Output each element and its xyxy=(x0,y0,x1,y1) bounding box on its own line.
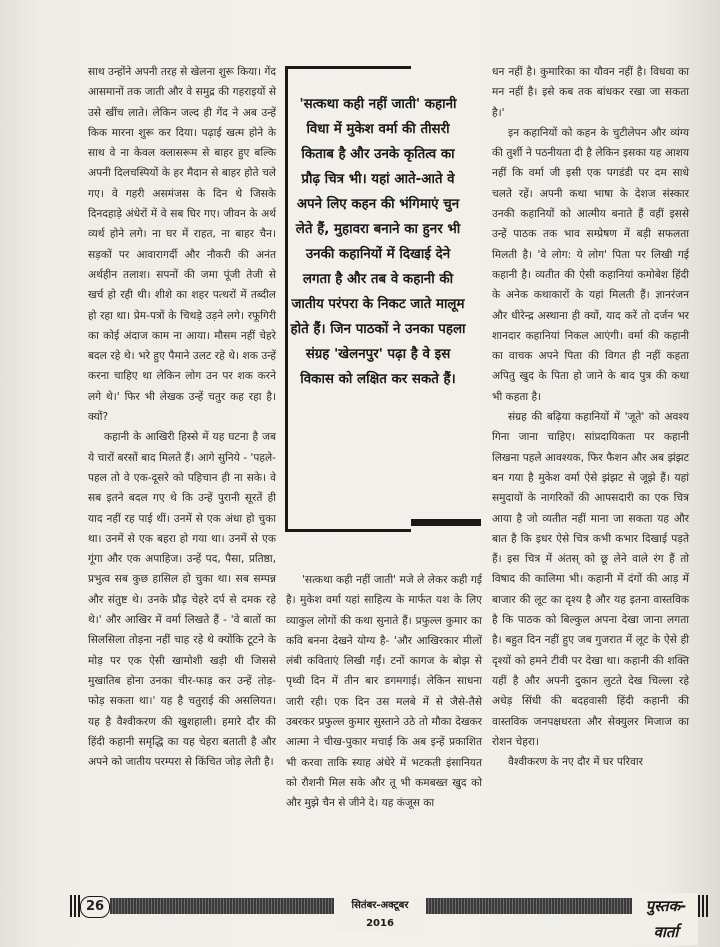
article-paragraph: धन नहीं है। कुमारिका का यौवन नहीं है। विधवा का मन नहीं है। इसे कब तक बांधकर रखा जा सकता है।' xyxy=(492,66,689,119)
magazine-title: पुस्तक-वार्ता xyxy=(634,893,698,945)
article-paragraph: कहानी के आखिरी हिस्से में यह घटना है जब ये चारों बरसों बाद मिलते हैं। आगे सुनिये - 'पहले-पहल तो वे एक-दूसरे को पहिचान ही ना सके। वे सब इतने बदल गए थे कि उन्हें पुरानी सूरतें ही याद नहीं रह पाई थीं। उनमें से एक अंधा हो चुका था। उनमें से एक बहरा हो गया था। उनमें से एक गूंगा और एक अपाहिज। उन्हें पद, पैसा, प्रतिष्ठा, प्रभुत्व सब कुछ हासिल हो चुका था। सब सम्पन्न और संतुष्ट थे। उनके प्रौढ़ चेहरे दर्प से दमक रहे थे।' और आखिर में वर्मा लिखते हैं - 'वे बातों का सिलसिला तोड़ना नहीं चाह रहे थे क्योंकि टूटने के मोड़ पर एक ऐसी खामोशी खड़ी थी जिससे मुखातिब होना उनका चीर-फाड़ कर उन्हें तोड़-फोड़ सकता था।' यह है चतुराई की असलियत। यह है वैश्वीकरण की खुशहाली। हमारे दौर की हिंदी कहानी समृद्धि का यह चेहरा बताती है और अपने को जातीय परम्परा से किंचित जोड़ लेती है। xyxy=(88,431,276,769)
page-number: 26 xyxy=(80,896,110,918)
pull-quote-rule xyxy=(411,519,481,526)
article-column-right xyxy=(492,62,689,772)
pull-quote: 'सत्कथा कही नहीं जाती' कहानी विधा में मुकेश वर्मा की तीसरी किताब है और उनके कृतित्व का प्रौढ़ चित्र भी। यहां आते-आते वे अपने लिए कहन की भंगिमाएं चुन लेते हैं, मुहावरा बनाने का हुनर भी उनकी कहानियों में दिखाई देने लगता है और तब वे कहानी की जातीय परंपरा के निकट जाते मालूम होते हैं। जिन पाठकों ने उनका पहला संग्रह 'खेलनपुर' पढ़ा है वे इस विकास को लक्षित कर सकते हैं। xyxy=(290,97,466,387)
page-footer xyxy=(70,891,708,941)
article-paragraph: साथ उन्होंने अपनी तरह से खेलना शुरू किया। गेंद आसमानों तक जाती और वे समुद्र की गहराइयों से उसे खींच लाते। लेकिन जल्द ही गेंद ने अब उन्हें किक मारना शुरू कर दिया। पढ़ाई खत्म होने के साथ वे ना केवल क्लासरूम से बाहर हुए बल्कि अपनी दिलचस्पियों के हर मैदान से बाहर होते चले गए। वे गहरी असमंजस के दिन थे जिसके दिनदहाड़े अंधेरों में वे सब घिर गए। जीवन के अर्थ व्यर्थ होने लगे। ना घर में राहत, ना बाहर चैन। सड़कों पर आवारागर्दी और नौकरी की अनंत अर्थहीन तलाश। सपनों की जमा पूंजी तेजी से खर्च हो रही थी। शीशे का शहर पत्थरों में तब्दील हो रहा था। प्रेम-पत्रों के चिथड़े उड़ने लगे। रफूगिरी का कोई अंदाज काम ना आया। मौसम नहीं चेहरे बदल रहे थे। भरे हुए पैमाने उलट रहे थे। शक उन्हें करना चाहिए था लेकिन लोग उन पर शक करने लगे थे।' फिर भी लेखक उन्हें चतुर कह रहा है। क्यों? xyxy=(88,66,277,424)
article-paragraph: 'सत्कथा कही नहीं जाती' मजे ले लेकर कही गई है। मुकेश वर्मा यहां साहित्य के मार्फत यश के लिए व्याकुल लोगों की कथा सुनाते हैं। प्रफुल्ल कुमार का कवि बनना देखने योग्य है- 'और आखिरकार मीलों लंबी कविताएं लिखी गईं। टनों कागज के बोझ से पृथ्वी दिन में तीन बार डगमगाई। लेकिन साधना जारी रही। एक दिन उस मलबे में से जैसे-तैसे उबरकर प्रफुल्ल कुमार सुस्ताने उठे तो मौका देखकर आत्मा ने चीख-पुकार मचाई कि अब इन्हें प्रकाशित भी करवा ताकि स्याह अंधेरे में भटकती इंसानियत को रौशनी मिल सके और तू भी कमबख्त खुद को और मुझे चैन से जीने दे। यह कंजूस का xyxy=(286,574,482,810)
article-paragraph: वैश्वीकरण के नए दौर में घर परिवार xyxy=(508,756,643,769)
footer-bars-left xyxy=(70,895,80,917)
issue-date: सितंबर-अक्टूबर 2016 xyxy=(336,897,424,933)
article-column-middle xyxy=(286,570,482,814)
footer-rule-right xyxy=(426,898,632,914)
article-column-left xyxy=(88,62,276,772)
footer-rule-left xyxy=(110,898,334,914)
footer-bars-right xyxy=(698,895,708,917)
article-paragraph: इन कहानियों को कहन के चुटीलेपन और व्यंग्य की तुर्शी ने पठनीयता दी है लेकिन इसका यह आशय नहीं कि वर्मा जी इसी एक पगडंडी पर दम साधे चलते रहें। अपनी कथा भाषा के देशज संस्कार उनकी कहानियों को आत्मीय बनाते हैं वहीं इससे उन्हें पाठक तक भाव सम्प्रेषण में बड़ी सफलता मिलती है। 'वे लोग: ये लोग' पिता पर लिखी गई कहानी है। व्यतीत की ऐसी कहानियां कमोबेश हिंदी के अनेक कथाकारों के यहां मिलती हैं। ज्ञानरंजन और धीरेन्द्र अस्थाना ही क्यों, याद करें तो दर्जन भर शानदार कहानियां निकल आएंगी। वर्मा की कहानी का वाचक अपने पिता की विगत ही नहीं कहता अपितु खुद के पिता हो जाने के बाद पुत्र की कथा भी कहता है। xyxy=(492,126,689,403)
article-paragraph: संग्रह की बढ़िया कहानियों में 'जूते' को अवश्य गिना जाना चाहिए। सांप्रदायिकता पर कहानी लिखना पहले आवश्यक, फिर फैशन और अब झंझट बन गया है मुकेश वर्मा ऐसे झंझट से जूझे हैं। यहां समुदायों के नागरिकों की आपसदारी का एक चित्र आया है जो व्यतीत नहीं माना जा सकता यह और बात है कि इधर ऐसे चित्र कभी कभार दिखाई पड़ते हैं। इस चित्र में अंतस् को छू लेने वाले रंग हैं तो विषाद की कालिमा भी। कहानी में दंगों की आड़ में बाजार की लूट का दृश्य है और यह इतना वास्तविक है कि पाठक को बिल्कुल अपना देखा जाना लगता है। बहुत दिन नहीं हुए जब गुजरात में लूट के ऐसे ही दृश्यों को हमने टीवी पर देखा था। कहानी की शक्ति यहीं है और अपनी दुकान लुटते देख चिल्ला रहे अधेड़ सिंधी की बदहवासी हिंदी कहानी की वास्तविक जनपक्षधरता और सेक्युलर मिजाज का रोशन चेहरा। xyxy=(492,411,689,748)
